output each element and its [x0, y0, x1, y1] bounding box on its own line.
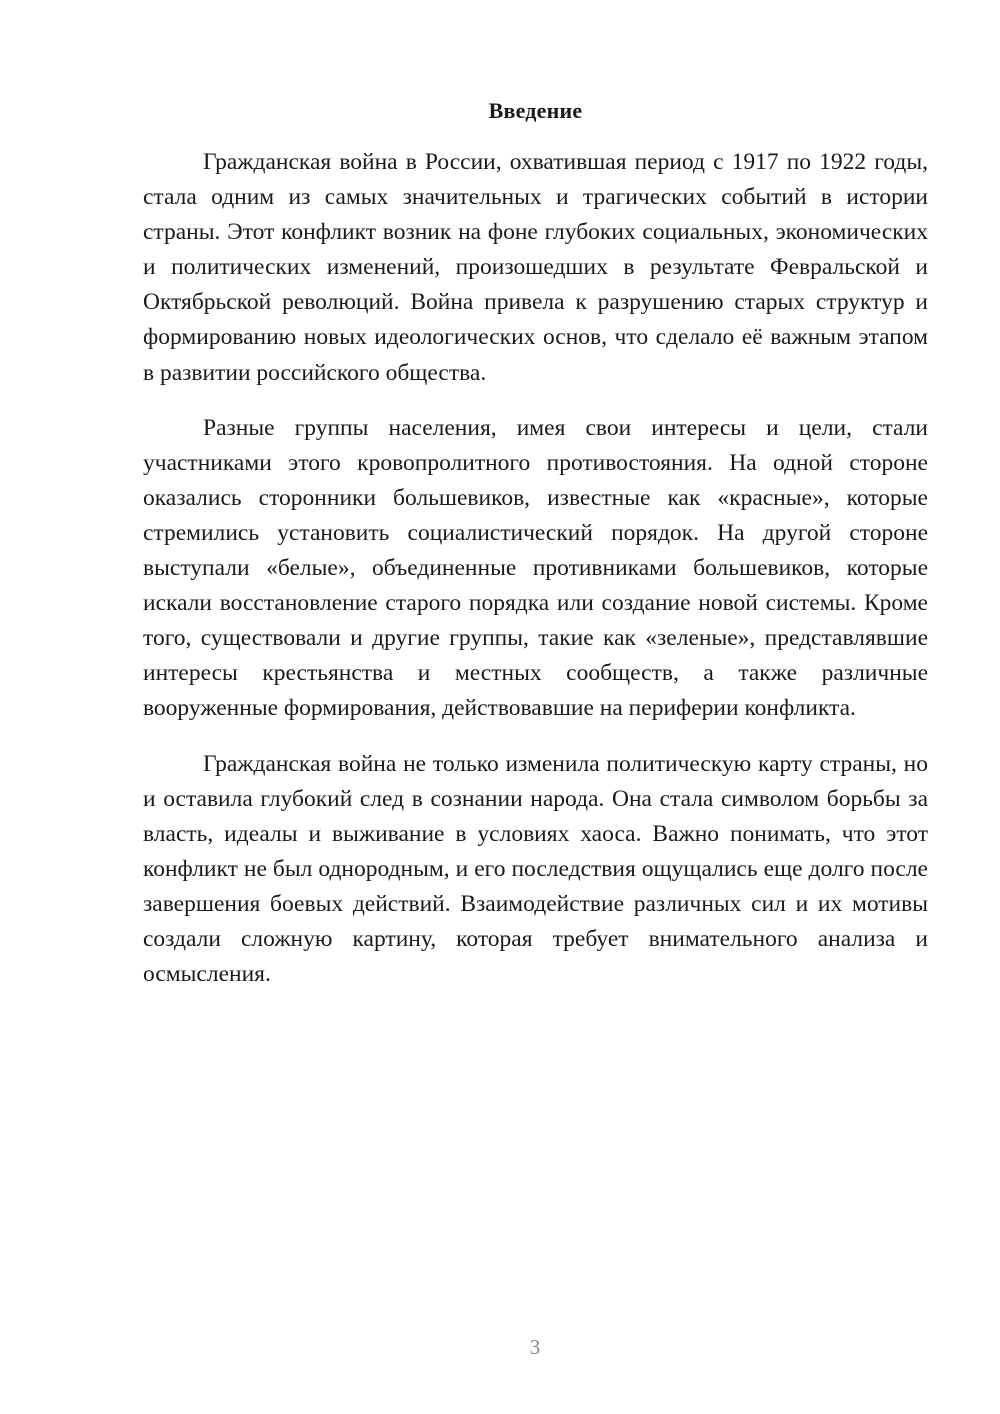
paragraph-2: Разные группы населения, имея свои интересы и цели, стали участниками этого кровопролитного противостояния. На одной стороне оказались сторонники большевиков, известные как «красные», которые стремились установить социалистический порядок. На другой стороне выступали «белые», объединенные противниками большевиков, которые искали восстановление старого порядка или создание новой системы. Кроме того, существовали и другие группы, такие как «зеленые», представлявшие интересы крестьянства и местных сообществ, а также различные вооруженные формирования, действовавшие на периферии конфликта. [143, 414, 928, 722]
page-content [143, 96, 928, 1012]
page-number: 3 [529, 1335, 541, 1359]
paragraph-1: Гражданская война в России, охватившая период с 1917 по 1922 годы, стала одним из самых значительных и трагических событий в истории страны. Этот конфликт возник на фоне глубоких социальных, экономических и политических изменений, произошедших в результате Февральской и Октябрьской революций. Война привела к разрушению старых структур и формированию новых идеологических основ, что сделало её важным этапом в развитии российского общества. [143, 149, 928, 386]
section-title: Введение [488, 98, 583, 123]
paragraph-3: Гражданская война не только изменила политическую карту страны, но и оставила глубокий след в сознании народа. Она стала символом борьбы за власть, идеалы и выживание в условиях хаоса. Важно понимать, что этот конфликт не был однородным, и его последствия ощущались еще долго после завершения боевых действий. Взаимодействие различных сил и их мотивы создали сложную картину, которая требует внимательного анализа и осмысления. [143, 750, 928, 988]
